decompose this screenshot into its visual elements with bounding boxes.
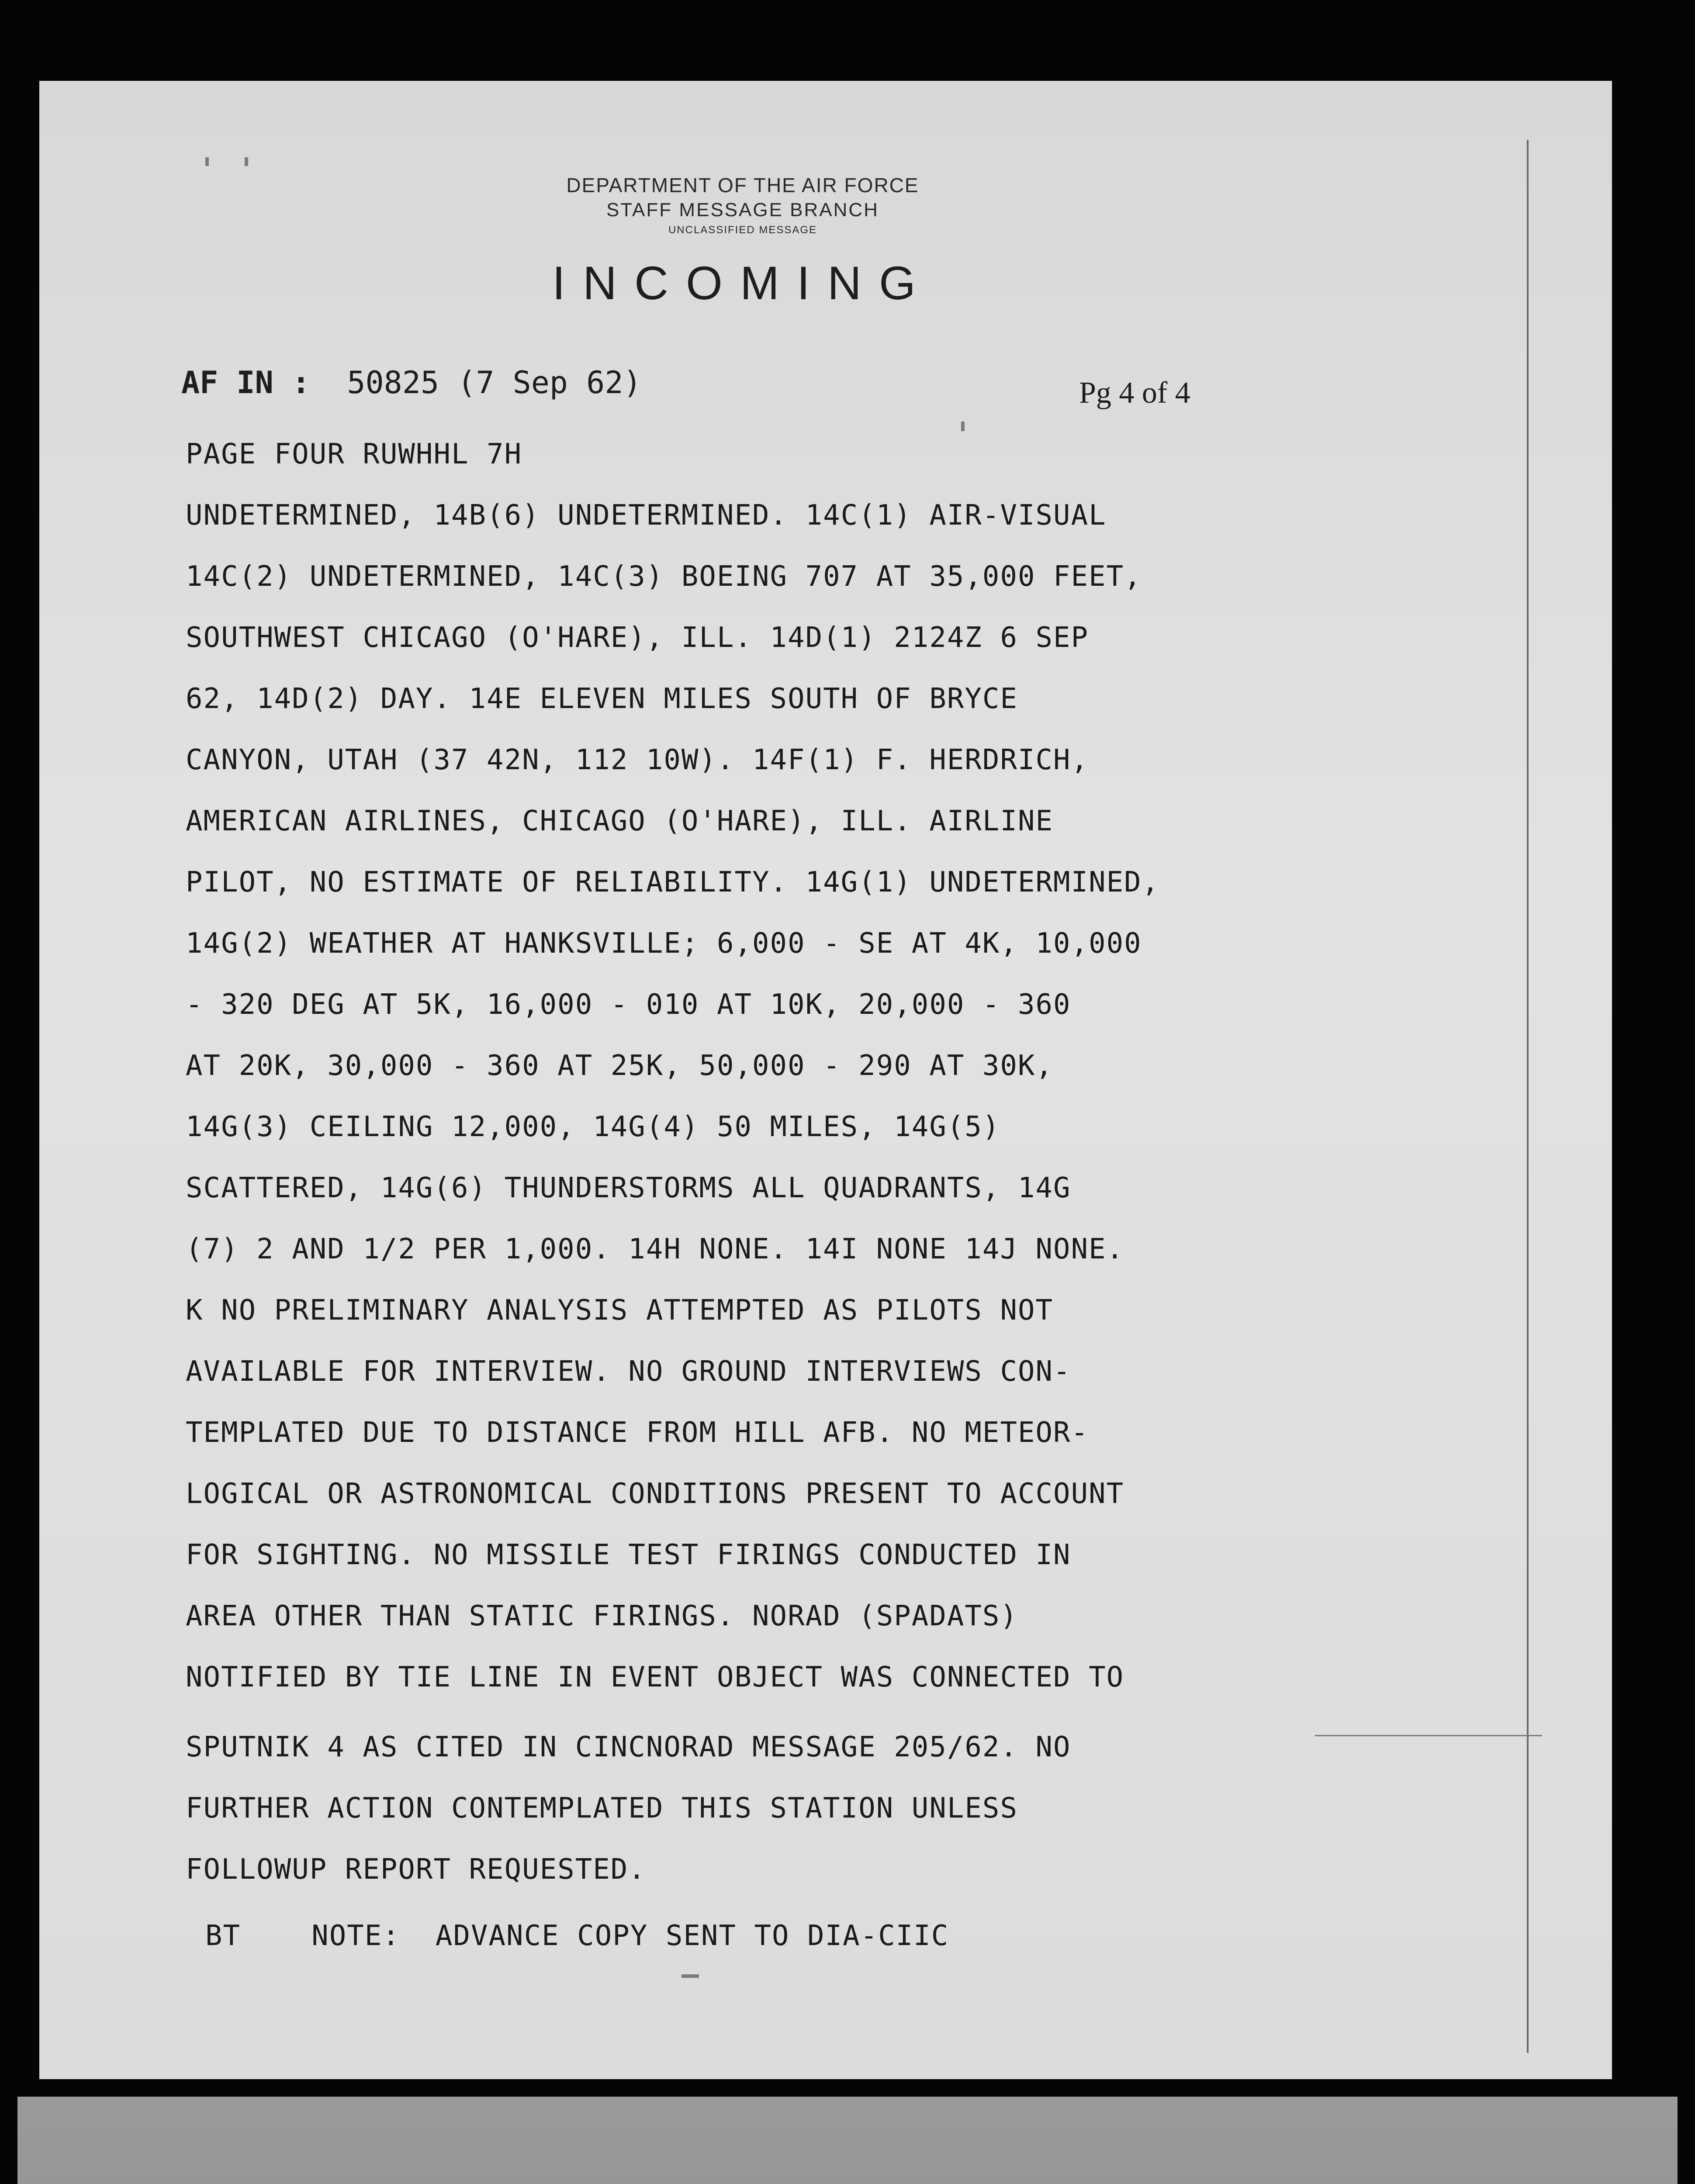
body-line: AT 20K, 30,000 - 360 AT 25K, 50,000 - 290 AT 30K,: [186, 1050, 1054, 1082]
body-line: AMERICAN AIRLINES, CHICAGO (O'HARE), ILL. AIRLINE: [186, 805, 1054, 837]
body-line: K NO PRELIMINARY ANALYSIS ATTEMPTED AS PILOTS NOT: [186, 1294, 1054, 1327]
ink-smudge: [681, 1974, 699, 1978]
department-name: DEPARTMENT OF THE AIR FORCE: [566, 174, 919, 197]
ink-smudge: [245, 157, 248, 166]
body-line: SOUTHWEST CHICAGO (O'HARE), ILL. 14D(1) 2124Z 6 SEP: [186, 622, 1089, 654]
film-lower-strip: [17, 2097, 1678, 2184]
body-line: UNDETERMINED, 14B(6) UNDETERMINED. 14C(1) AIR-VISUAL: [186, 499, 1107, 532]
body-line: SPUTNIK 4 AS CITED IN CINCNORAD MESSAGE 205/62. NO: [186, 1731, 1071, 1763]
body-line: PILOT, NO ESTIMATE OF RELIABILITY. 14G(1) UNDETERMINED,: [186, 866, 1160, 898]
body-line: (7) 2 AND 1/2 PER 1,000. 14H NONE. 14I NONE 14J NONE.: [186, 1233, 1124, 1265]
af-in-label: AF IN :: [181, 365, 311, 401]
letterhead: [524, 173, 961, 238]
footer-note: BT NOTE: ADVANCE COPY SENT TO DIA-CIIC: [205, 1920, 949, 1952]
body-line: 14G(2) WEATHER AT HANKSVILLE; 6,000 - SE AT 4K, 10,000: [186, 927, 1142, 960]
branch-name: STAFF MESSAGE BRANCH: [606, 199, 879, 221]
message-number: 50825 (7 Sep 62): [347, 365, 642, 401]
body-line: 14G(3) CEILING 12,000, 14G(4) 50 MILES, 14G(5): [186, 1111, 1000, 1143]
ink-smudge: [205, 157, 209, 166]
classification-label: UNCLASSIFIED MESSAGE: [668, 224, 817, 236]
fold-line-horizontal: [1315, 1735, 1542, 1736]
body-line: PAGE FOUR RUWHHL 7H: [186, 438, 522, 470]
body-line: FOLLOWUP REPORT REQUESTED.: [186, 1853, 646, 1886]
page-indicator: Pg 4 of 4: [1079, 376, 1190, 410]
fold-line-vertical: [1527, 140, 1529, 2053]
body-line: 14C(2) UNDETERMINED, 14C(3) BOEING 707 AT 35,000 FEET,: [186, 560, 1142, 593]
message-reference: [181, 365, 642, 401]
body-line: FOR SIGHTING. NO MISSILE TEST FIRINGS CONDUCTED IN: [186, 1539, 1071, 1571]
body-line: - 320 DEG AT 5K, 16,000 - 010 AT 10K, 20,000 - 360: [186, 988, 1071, 1021]
body-line: AREA OTHER THAN STATIC FIRINGS. NORAD (SPADATS): [186, 1600, 1018, 1632]
body-line: TEMPLATED DUE TO DISTANCE FROM HILL AFB. NO METEOR-: [186, 1417, 1089, 1449]
body-line: 62, 14D(2) DAY. 14E ELEVEN MILES SOUTH OF BRYCE: [186, 683, 1018, 715]
body-line: SCATTERED, 14G(6) THUNDERSTORMS ALL QUADRANTS, 14G: [186, 1172, 1071, 1204]
body-line: FURTHER ACTION CONTEMPLATED THIS STATION UNLESS: [186, 1792, 1018, 1825]
body-line: CANYON, UTAH (37 42N, 112 10W). 14F(1) F. HERDRICH,: [186, 744, 1089, 776]
body-line: NOTIFIED BY TIE LINE IN EVENT OBJECT WAS CONNECTED TO: [186, 1661, 1124, 1693]
ink-smudge: [961, 422, 965, 431]
page-title: INCOMING: [552, 256, 933, 309]
body-line: AVAILABLE FOR INTERVIEW. NO GROUND INTERVIEWS CON-: [186, 1355, 1071, 1388]
body-line: LOGICAL OR ASTRONOMICAL CONDITIONS PRESENT TO ACCOUNT: [186, 1478, 1124, 1510]
